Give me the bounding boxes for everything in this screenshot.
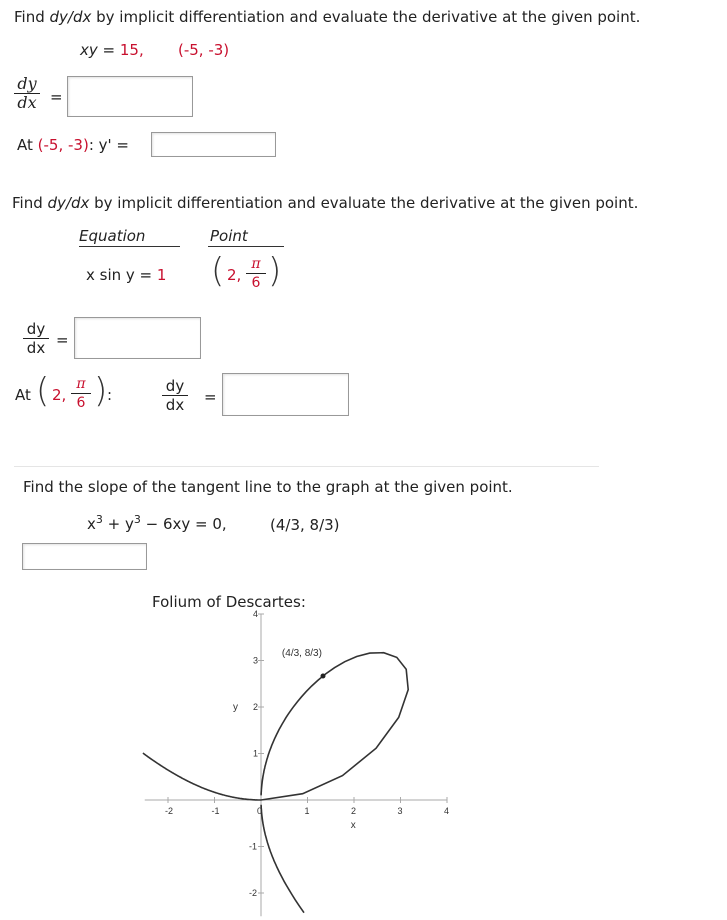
instruction-prefix: Find — [12, 194, 48, 212]
eq-plus-y: + y — [102, 515, 134, 533]
instruction-var: dy/dx — [49, 8, 92, 26]
instruction-var: dy/dx — [47, 194, 90, 212]
point-x: 2, — [227, 266, 242, 284]
eq-rest: − 6xy = 0, — [140, 515, 227, 533]
x-tick-label: -1 — [211, 806, 220, 816]
problem3-point: (4/3, 8/3) — [270, 516, 340, 534]
equals-sign: = — [204, 388, 217, 406]
point-denominator: 6 — [251, 275, 261, 291]
fraction-numerator: dy — [17, 74, 37, 93]
tangent-point-marker — [320, 673, 325, 678]
column-equation-label: Equation — [79, 227, 146, 245]
left-paren: ( — [211, 251, 225, 291]
eq-x: x — [87, 515, 96, 533]
at-point-denominator: 6 — [76, 395, 86, 411]
equation-eq: = — [97, 41, 120, 59]
fraction-denominator: dx — [17, 93, 37, 112]
colon: : — [107, 386, 113, 404]
point-numerator: π — [251, 256, 261, 272]
y-axis-label: y — [233, 702, 238, 713]
at-label: At — [15, 386, 31, 404]
equation-lhs: xy — [80, 41, 98, 59]
x-tick-label: 2 — [351, 806, 357, 816]
equals-sign: = — [56, 331, 69, 349]
x-tick-label: 3 — [397, 806, 403, 816]
fraction-denominator: dx — [26, 339, 46, 357]
at-label: At — [17, 136, 38, 154]
y-tick-label: -2 — [249, 888, 258, 898]
right-paren: ) — [268, 251, 282, 291]
at-suffix: : y' = — [88, 136, 129, 154]
equals-sign: = — [50, 88, 63, 106]
at-point-x: 2, — [52, 386, 67, 404]
y-tick-label: 4 — [253, 609, 259, 619]
x-tick-label: 1 — [304, 806, 310, 816]
fraction-numerator: dy — [26, 320, 46, 338]
x-tick-label: 0 — [257, 806, 263, 816]
x-tick-label: -2 — [165, 806, 174, 816]
fraction-denominator: dx — [165, 396, 185, 414]
y-tick-label: 1 — [253, 748, 259, 759]
instruction-suffix: by implicit differentiation and evaluate the derivative at the given point. — [91, 8, 641, 26]
problem1-point: (-5, -3) — [178, 41, 230, 59]
y-tick-label: 3 — [253, 655, 259, 666]
at-point-numerator: π — [76, 376, 86, 392]
x-tick-label: 4 — [444, 806, 450, 816]
eq-y-exponent: 3 — [133, 513, 141, 526]
eq-x-exponent: 3 — [95, 513, 103, 526]
instruction-prefix: Find — [14, 8, 50, 26]
equation-rhs: 15, — [119, 41, 144, 59]
at-point: (-5, -3) — [37, 136, 89, 154]
y-tick-label: 2 — [253, 702, 259, 712]
problem3-instruction: Find the slope of the tangent line to the graph at the given point. — [23, 478, 513, 496]
right-paren: ) — [94, 371, 108, 411]
equation-text: x sin y = — [86, 266, 157, 284]
column-header-point: Point — [210, 227, 248, 245]
x-axis-label: x — [350, 820, 356, 831]
folium-curve — [143, 653, 408, 913]
graph-title: Folium of Descartes: — [152, 593, 306, 611]
equation-value: 1 — [156, 266, 167, 284]
fraction-numerator: dy — [165, 377, 185, 395]
y-tick-label: -1 — [249, 841, 258, 852]
tangent-point-label: (4/3, 8/3) — [281, 647, 322, 659]
instruction-suffix: by implicit differentiation and evaluate the derivative at the given point. — [89, 194, 639, 212]
left-paren: ( — [36, 371, 50, 411]
